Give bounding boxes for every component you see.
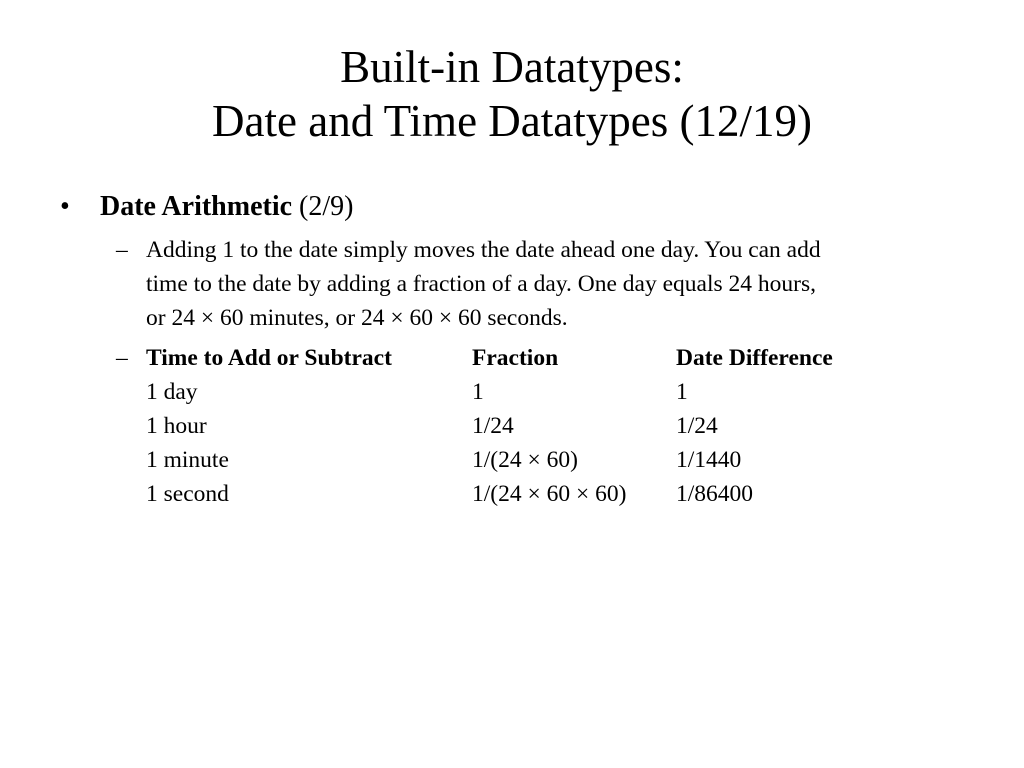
bullet-date-arithmetic: [60, 190, 353, 224]
slide-title: [0, 40, 1024, 148]
conversion-table-wrapper: [146, 341, 896, 511]
dash-marker: –: [116, 237, 128, 263]
dash-marker: –: [116, 345, 128, 371]
table-cell: 1/(24 × 60): [472, 447, 578, 473]
table-row: [146, 375, 896, 409]
sub-bullet-table: [116, 341, 996, 521]
table-cell: 1 hour: [146, 413, 207, 439]
table-cell: 1: [676, 379, 688, 405]
table-cell: 1/24: [676, 413, 718, 439]
bullet-heading: Date Arithmetic: [100, 191, 293, 222]
bullet-counter: (2/9): [299, 191, 354, 222]
table-cell: 1/1440: [676, 447, 742, 473]
table-row: [146, 409, 896, 443]
table-cell: 1 day: [146, 379, 198, 405]
table-header-row: [146, 341, 896, 375]
table-cell: 1/24: [472, 413, 514, 439]
table-cell: 1/86400: [676, 481, 754, 507]
paragraph-text: [146, 233, 821, 335]
column-header: Date Difference: [676, 345, 833, 371]
bullet-marker: •: [60, 191, 70, 222]
conversion-table: [146, 341, 896, 511]
title-line-1: Built-in Datatypes:: [340, 42, 684, 92]
column-header: Fraction: [472, 345, 559, 371]
table-row: [146, 443, 896, 477]
paragraph-line-3: or 24 × 60 minutes, or 24 × 60 × 60 seconds.: [146, 305, 568, 331]
paragraph-line-2: time to the date by adding a fraction of a day. One day equals 24 hours,: [146, 271, 816, 297]
table-cell: 1 minute: [146, 447, 229, 473]
table-cell: 1/(24 × 60 × 60): [472, 481, 627, 507]
table-row: [146, 477, 896, 511]
title-line-2: Date and Time Datatypes (12/19): [212, 96, 812, 146]
sub-bullet-paragraph: [116, 233, 996, 343]
column-header: Time to Add or Subtract: [146, 345, 392, 371]
table-cell: 1 second: [146, 481, 229, 507]
table-cell: 1: [472, 379, 484, 405]
paragraph-line-1: Adding 1 to the date simply moves the date ahead one day. You can add: [146, 237, 821, 263]
